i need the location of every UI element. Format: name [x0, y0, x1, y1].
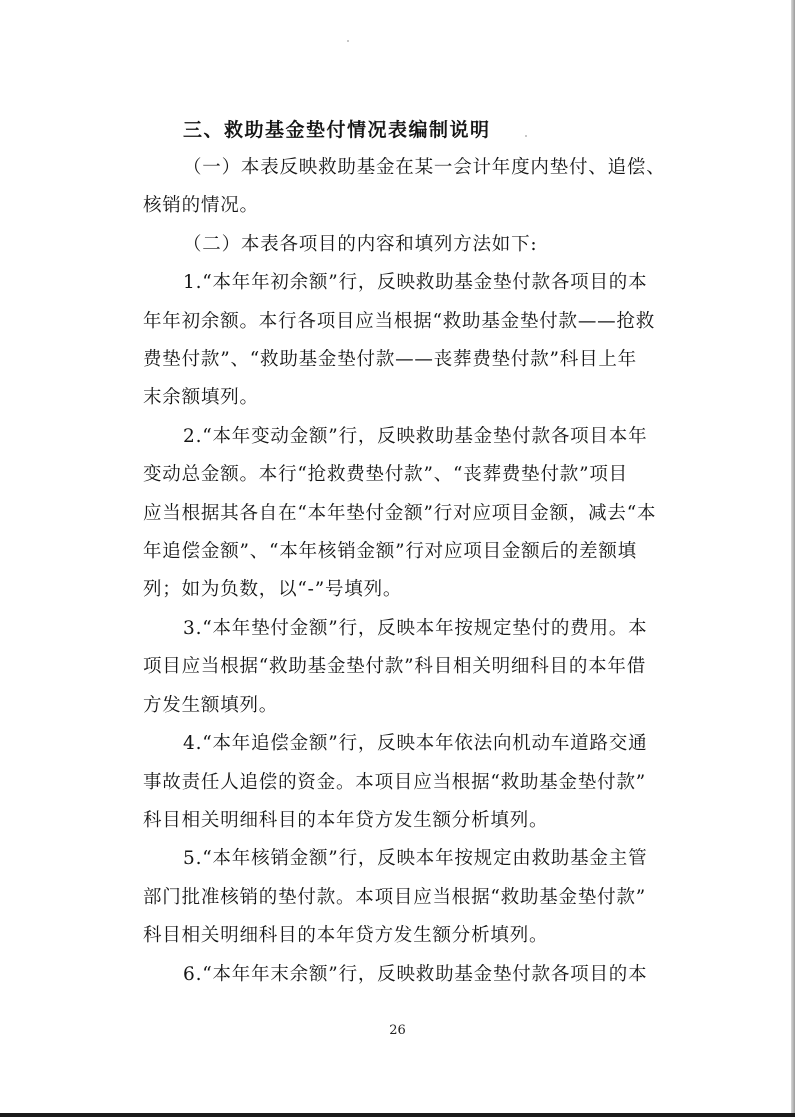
paragraph-line: 核销的情况。: [143, 195, 259, 217]
section-heading: 三、救助基金垫付情况表编制说明: [183, 119, 491, 141]
paragraph-line: （一）本表反映救助基金在某一会计年度内垫付、追偿、: [183, 157, 666, 178]
paragraph: [143, 610, 688, 725]
paragraph: [143, 418, 688, 610]
scan-speck: [347, 40, 349, 42]
paragraph-line: 项目应当根据“救助基金垫付款”科目相关明细科目的本年借: [143, 656, 647, 678]
paragraph-line: 费垫付款”、“救助基金垫付款——丧葬费垫付款”科目上年: [143, 349, 637, 371]
paragraph: [143, 840, 688, 955]
scan-edge-bottom: [0, 1113, 795, 1117]
paragraph-line: 事故责任人追偿的资金。本项目应当根据“救助基金垫付款”: [143, 771, 647, 793]
paragraph-line: 列；如为负数，以“-”号填列。: [143, 579, 403, 601]
paragraph-line: （二）本表各项目的内容和填列方法如下:: [183, 233, 538, 255]
paragraph-line: 3.“本年垫付金额”行，反映本年按规定垫付的费用。本: [183, 617, 648, 639]
paragraph-line: 6.“本年年末余额”行，反映救助基金垫付款各项目的本: [183, 963, 648, 985]
paragraph-line: 末余额填列。: [143, 387, 259, 409]
paragraph: [143, 149, 688, 226]
paragraph: [143, 956, 688, 994]
paragraph-line: 年年初余额。本行各项目应当根据“救助基金垫付款——抢救: [143, 310, 656, 332]
paragraph-line: 科目相关明细科目的本年贷方发生额分析填列。: [143, 809, 549, 831]
paragraph-line: 部门批准核销的垫付款。本项目应当根据“救助基金垫付款”: [143, 886, 647, 908]
scan-speck: [525, 135, 527, 137]
paragraph: [143, 264, 688, 418]
paragraph: [143, 226, 688, 264]
page-number: 26: [389, 1023, 406, 1038]
paragraph-line: 变动总金额。本行“抢救费垫付款”、“丧葬费垫付款”项目: [143, 464, 628, 486]
paragraph-line: 科目相关明细科目的本年贷方发生额分析填列。: [143, 925, 549, 947]
paragraph-line: 4.“本年追偿金额”行，反映本年依法向机动车道路交通: [183, 733, 648, 755]
paragraph-line: 5.“本年核销金额”行，反映本年按规定由救助基金主管: [183, 848, 648, 870]
paragraph: [143, 725, 688, 840]
paragraph-line: 年追偿金额”、“本年核销金额”行对应项目金额后的差额填: [143, 541, 637, 563]
paragraph-line: 应当根据其各自在“本年垫付金额”行对应项目金额，减去“本: [143, 502, 657, 524]
document-body: [143, 111, 688, 994]
paragraph-line: 方发生额填列。: [143, 694, 279, 716]
scan-edge-right: [791, 0, 795, 1117]
paragraph-list: [143, 149, 688, 994]
paragraph-line: 2.“本年变动金额”行，反映救助基金垫付款各项目本年: [183, 425, 648, 447]
paragraph-line: 1.“本年年初余额”行，反映救助基金垫付款各项目的本: [183, 272, 648, 294]
